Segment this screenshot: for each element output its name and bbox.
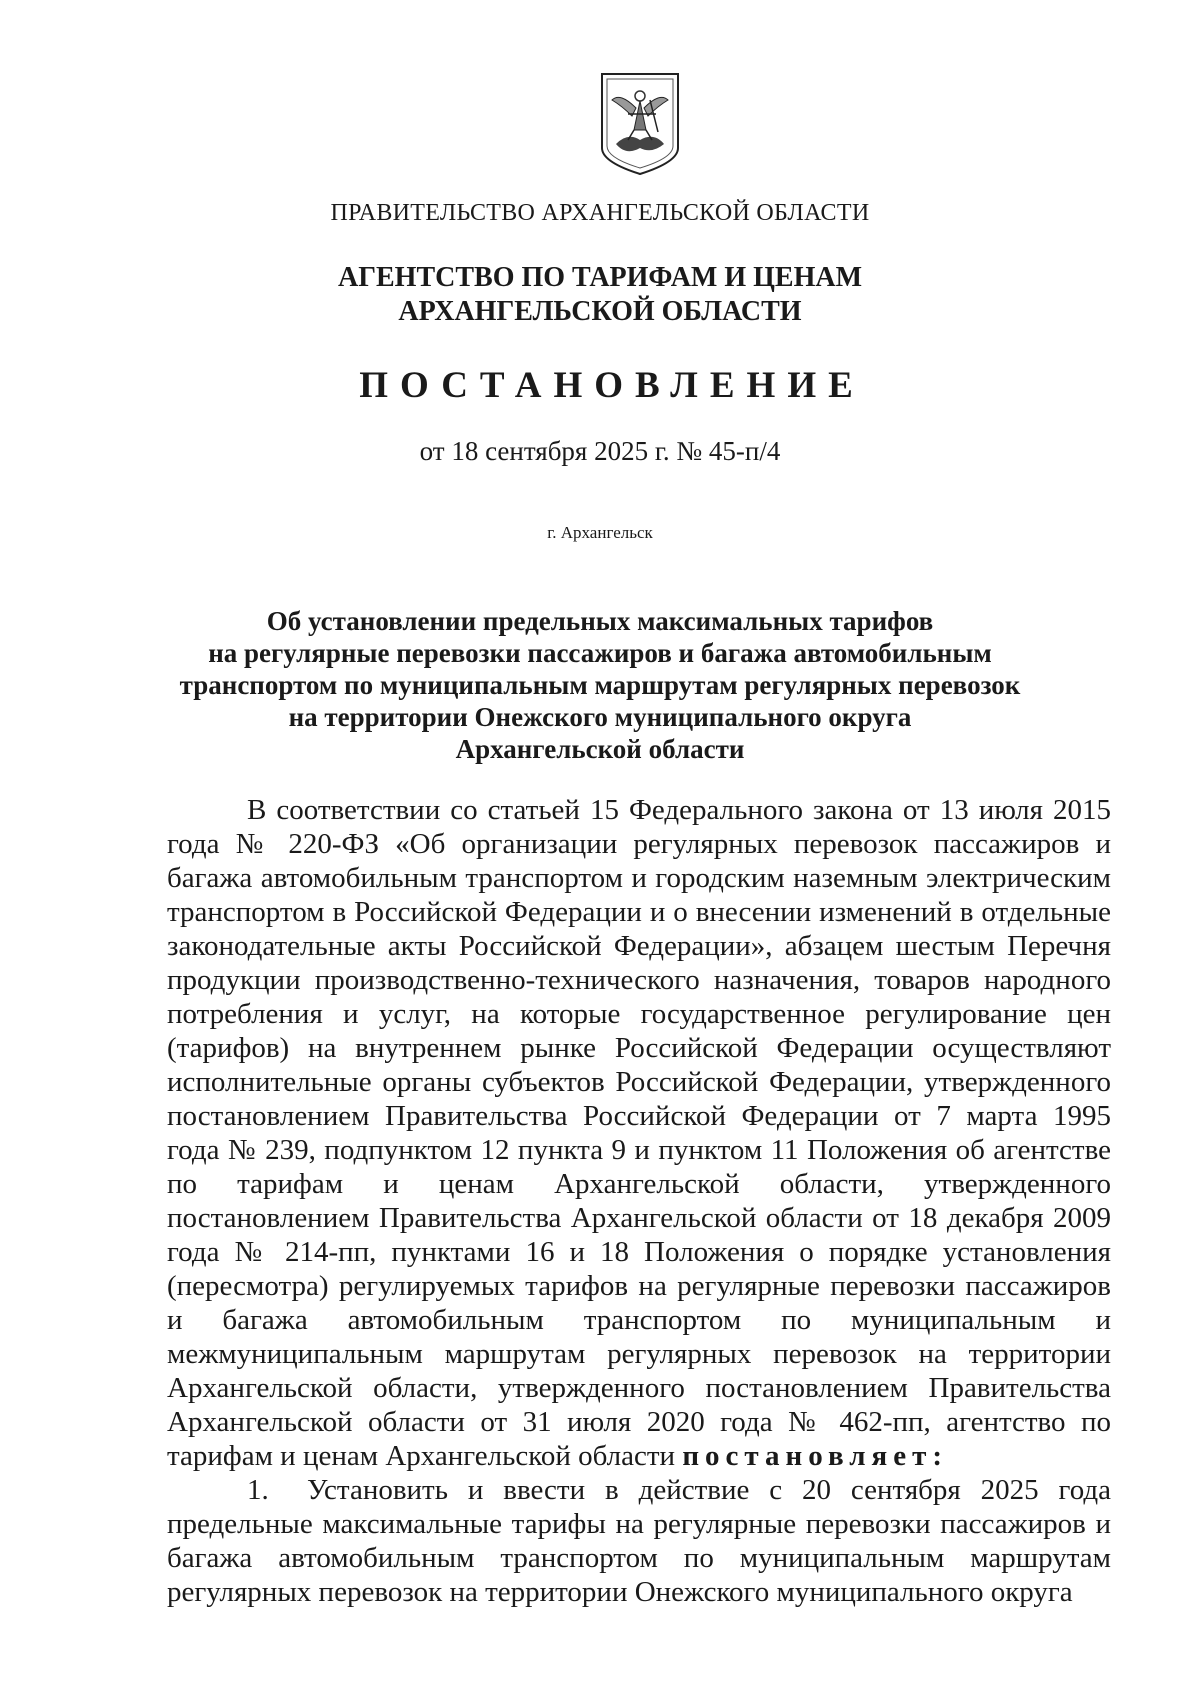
item-1-text: Установить и ввести в действие с 20 сентября 2025 года предельные максимальные тарифы на регулярные перевозки пассажиров и багажа автомобильным транспортом по муниципальным маршрутам регулярных перевозок на территории Онежского муниципального округа xyxy=(167,1474,1111,1608)
subject-line-3: транспортом по муниципальным маршрутам регулярных перевозок xyxy=(179,670,1021,700)
subject-line-2: на регулярные перевозки пассажиров и багажа автомобильным xyxy=(208,638,992,668)
subject-line-1: Об установлении предельных максимальных тарифов xyxy=(266,606,934,636)
agency-name xyxy=(0,261,1200,329)
agency-name-line-1: АГЕНТСТВО ПО ТАРИФАМ И ЦЕНАМ xyxy=(337,262,863,293)
document-subject xyxy=(0,605,1200,765)
government-name: ПРАВИТЕЛЬСТВО АРХАНГЕЛЬСКОЙ ОБЛАСТИ xyxy=(330,200,870,226)
coat-of-arms-icon xyxy=(598,70,682,178)
subject-line-5: Архангельской области xyxy=(455,734,745,764)
preamble-paragraph xyxy=(167,793,1111,1473)
item-1-paragraph xyxy=(167,1473,1111,1609)
document-type: ПОСТАНОВЛЕНИЕ xyxy=(359,365,865,406)
document-date-number: от 18 сентября 2025 г. № 45-п/4 xyxy=(419,436,781,466)
preamble-text: В соответствии со статьей 15 Федерального закона от 13 июля 2015 года № 220-ФЗ «Об организации регулярных перевозок пассажиров и багажа автомобильным транспортом и городским наземным электрическим транспортом в Российской Федерации и о внесении изменений в отдельные законодательные акты Российской Федерации», абзацем шестым Перечня продукции производственно-технического назначения, товаров народного потребления и услуг, на которые государственное регулирование цен (тарифов) на внутреннем рынке Российской Федерации осуществляют исполнительные органы субъектов Российской Федерации, утвержденного постановлением Правительства Российской Федерации от 7 марта 1995 года № 239, подпунктом 12 пункта 9 и пунктом 11 Положения об агентстве по тарифам и ценам Архангельской области, утвержденного постановлением Правительства Архангельской области от 18 декабря 2009 года № 214-пп, пунктами 16 и 18 Положения о порядке установления (пересмотра) регулируемых тарифов на регулярные перевозки пассажиров и багажа автомобильным транспортом по муниципальным и межмуниципальным маршрутам регулярных перевозок на территории Архангельской области, утвержденного постановлением Правительства Архангельской области от 31 июля 2020 года № 462-пп, агентство по тарифам и ценам Архангельской области xyxy=(167,794,1111,1472)
document-city: г. Архангельск xyxy=(547,523,653,542)
document-body xyxy=(167,793,1111,1609)
decree-word: постановляет: xyxy=(682,1440,949,1472)
item-1-number: 1. xyxy=(247,1474,269,1506)
subject-line-4: на территории Онежского муниципального округа xyxy=(288,702,912,732)
agency-name-line-2: АРХАНГЕЛЬСКОЙ ОБЛАСТИ xyxy=(398,296,802,327)
